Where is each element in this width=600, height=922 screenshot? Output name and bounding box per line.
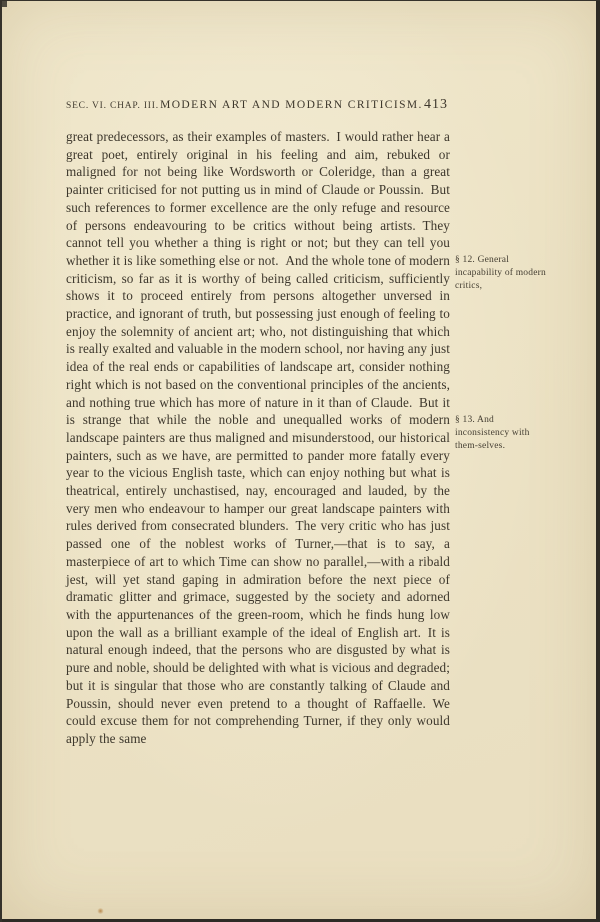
section-chapter-label: SEC. VI. CHAP. III.: [66, 101, 159, 111]
body-text-paragraph: great predecessors, as their examples of masters. I would rather hear a great poet, entirely original in his feeling and aim, rebuked or maligned for not being like Wordsworth or Coleridge, than a great painter criticised for not putting us in mind of Claude or Poussin. But such references to former excellence are the only refuge and resource of persons endeavouring to be critics without being artists. They cannot tell you whether a thing is right or not; but they can tell you whether it is like something else or not. And the whole tone of modern criticism, so far as it is worthy of being called criticism, sufficiently shows it to proceed entirely from persons altogether unversed in practice, and ignorant of truth, but possessing just enough of feeling to enjoy the solemnity of ancient art; who, not distinguishing that which is really exalted and valuable in the modern school, nor having any just idea of the real ends or capabilities of landscape art, consider nothing right which is not based on the conventional principles of the ancients, and nothing true which has more of nature in it than of Claude. But it is strange that while the noble and unequalled works of modern landscape painters are thus maligned and misunderstood, our historical painters, such as we have, are permitted to pander more fatally every year to the vicious English taste, which can enjoy nothing but what is theatrical, entirely unchastised, nay, encouraged and lauded, by the very men who endeavour to hamper our great landscape painters with rules derived from consecrated blunders. The very critic who has just passed one of the noblest works of Turner,—that is to say, a masterpiece of art to which Time can show no parallel,—with a ribald jest, will yet stand gaping in admiration before the next piece of dramatic glitter and grimace, suggested by the society and adorned with the appurtenances of the green-room, which he finds hung low upon the wall as a brilliant example of the ideal of English art. It is natural enough indeed, that the persons who are disgusted by what is pure and noble, should be delighted with what is vicious and degraded; but it is singular that those who are constantly talking of Claude and Poussin, should never even pretend to a thought of Raffaelle. We could excuse them for not comprehending Turner, if they only would apply the same: [66, 129, 450, 746]
foxing-spot: [97, 908, 104, 914]
page-number: 413: [423, 97, 448, 112]
scan-edge-smudge: [0, 0, 7, 7]
margin-note-section-12: § 12. General incapability of modern critics,: [455, 255, 546, 291]
margin-note-section-13: § 13. And inconsistency with them-selves.: [455, 415, 530, 451]
running-title: MODERN ART AND MODERN CRITICISM.: [160, 99, 423, 111]
page-header: [66, 97, 448, 113]
